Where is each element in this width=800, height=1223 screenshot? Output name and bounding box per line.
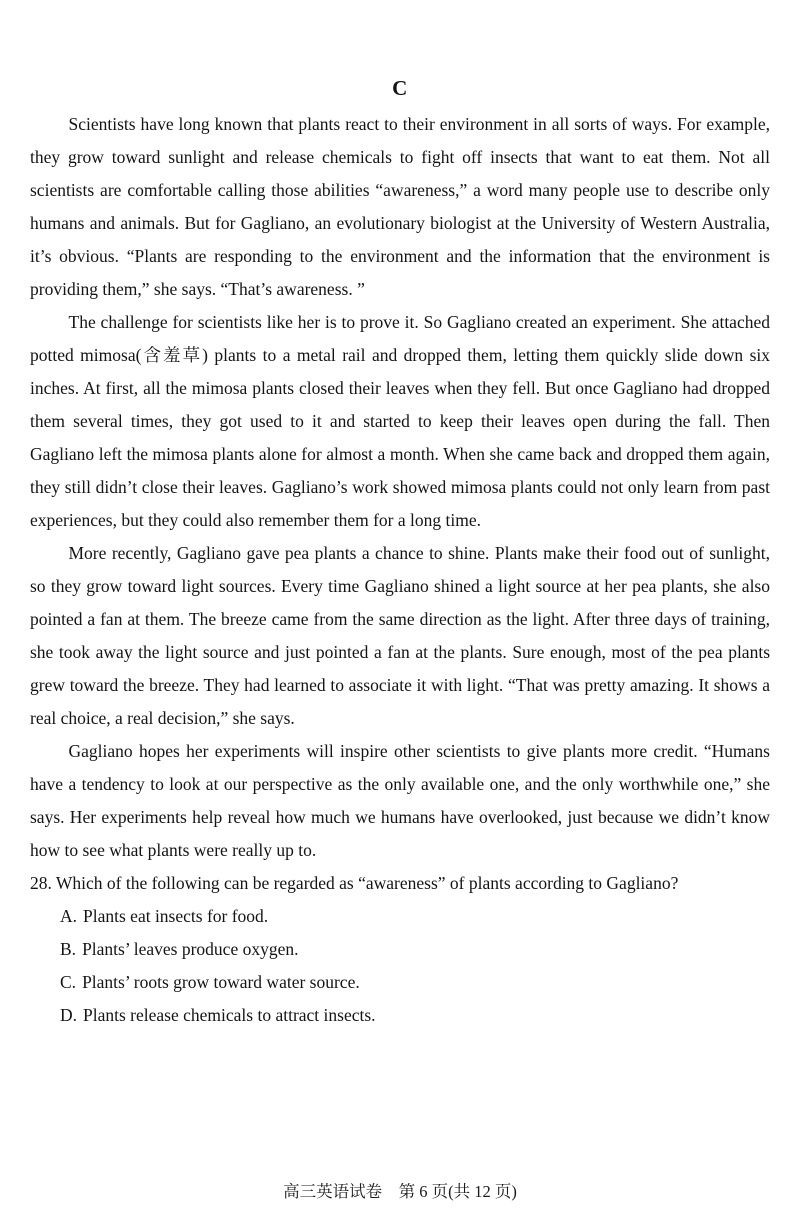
option-a-label: A.: [60, 906, 78, 926]
page-footer: 高三英语试卷 第 6 页(共 12 页): [283, 1182, 517, 1201]
passage-paragraph-3: More recently, Gagliano gave pea plants a chance to shine. Plants make their food out of sunlight, so they grow toward light sources. Every time Gagliano shined a light source at her pea plants, she also pointed a fan at them. The breeze came from the same direction as the light. After three days of training, she took away the light source and just pointed a fan at the plants. Sure enough, most of the pea plants grew toward the breeze. They had learned to associate it with light. “That was pretty amazing. It shows a real choice, a real decision,” she says.: [30, 543, 770, 728]
option-b-label: B.: [60, 939, 77, 959]
question-28-number: 28.: [30, 873, 52, 893]
section-label: C: [392, 76, 408, 100]
option-a-text: Plants eat insects for food.: [83, 906, 269, 926]
question-28-option-a: [30, 900, 770, 933]
question-28: [30, 867, 770, 1032]
option-c-text: Plants’ roots grow toward water source.: [82, 972, 360, 992]
passage-paragraph-2: The challenge for scientists like her is to prove it. So Gagliano created an experiment. She attached potted mimosa(含羞草) plants to a metal rail and dropped them, letting them quickly slide down six inches. At first, all the mimosa plants closed their leaves when they fell. But once Gagliano had dropped them several times, they got used to it and started to keep their leaves open during the fall. Then Gagliano left the mimosa plants alone for almost a month. When she came back and dropped them again, they still didn’t close their leaves. Gagliano’s work showed mimosa plants could not only learn from past experiences, but they could also remember them for a long time.: [30, 312, 770, 530]
option-b-text: Plants’ leaves produce oxygen.: [82, 939, 299, 959]
passage-paragraph-4: Gagliano hopes her experiments will inspire other scientists to give plants more credit. “Humans have a tendency to look at our perspective as the only available one, and the only worthwhile one,” she says. Her experiments help reveal how much we humans have overlooked, just because we didn’t know how to see what plants were really up to.: [30, 741, 770, 860]
question-28-option-b: [30, 933, 770, 966]
question-28-text: Which of the following can be regarded as “awareness” of plants according to Gagliano?: [55, 873, 679, 893]
question-28-option-d: [30, 999, 770, 1032]
question-28-option-c: [30, 966, 770, 999]
option-d-label: D.: [60, 1005, 78, 1025]
option-d-text: Plants release chemicals to attract insects.: [83, 1005, 376, 1025]
reading-passage: [30, 108, 770, 867]
question-28-stem: [30, 867, 770, 900]
option-c-label: C.: [60, 972, 77, 992]
passage-paragraph-1: Scientists have long known that plants react to their environment in all sorts of ways. For example, they grow toward sunlight and release chemicals to fight off insects that want to eat them. Not all scientists are comfortable calling those abilities “awareness,” a word many people use to describe only humans and animals. But for Gagliano, an evolutionary biologist at the University of Western Australia, it’s obvious. “Plants are responding to the environment and the information that the environment is providing them,” she says. “That’s awareness. ”: [30, 114, 770, 299]
